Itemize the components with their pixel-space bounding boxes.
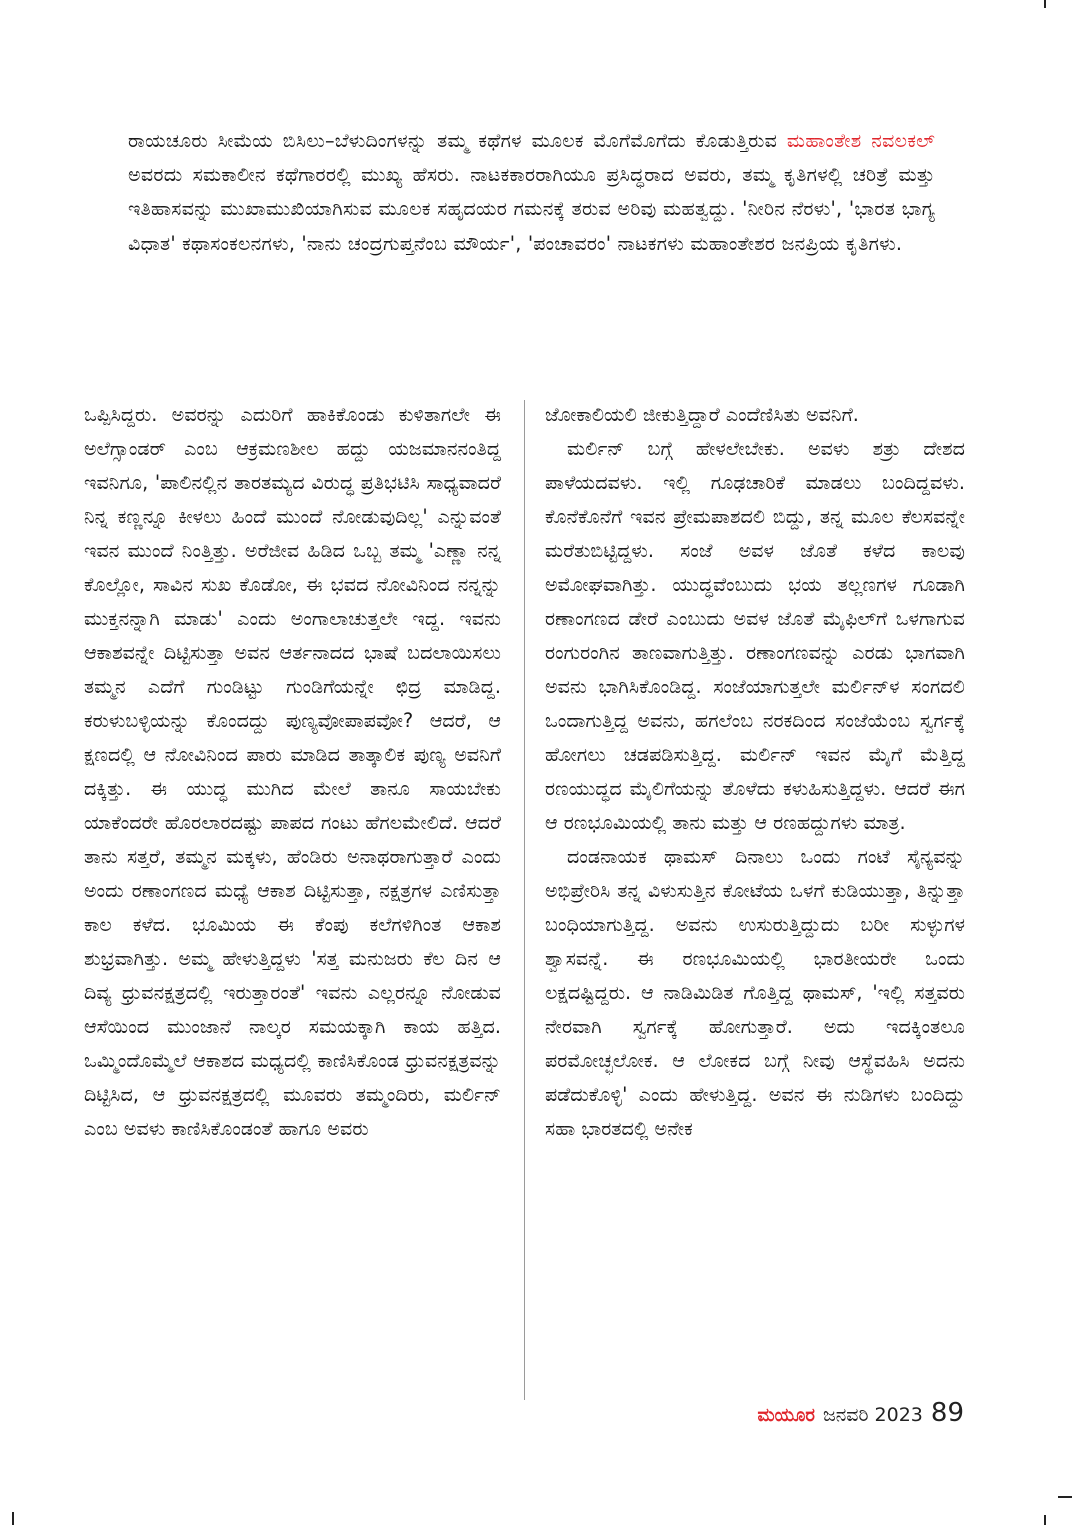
intro-text-end: ಅವರದು ಸಮಕಾಲೀನ ಕಥೆಗಾರರಲ್ಲಿ ಮುಖ್ಯ ಹೆಸರು. ನಾಟಕಕಾರರಾಗಿಯೂ ಪ್ರಸಿದ್ಧರಾದ ಅವರು, ತಮ್ಮ ಕೃತಿಗಳಲ್ಲಿ ಚರಿತ್ರೆ ಮತ್ತು ಇತಿಹಾಸವನ್ನು ಮುಖಾಮುಖಿಯಾಗಿಸುವ ಮೂಲಕ ಸಹೃದಯರ ಗಮನಕ್ಕೆ ತರುವ ಅರಿವು ಮಹತ್ವದ್ದು. 'ನೀರಿನ ನೆರಳು', 'ಭಾರತ ಭಾಗ್ಯ ವಿಧಾತ' ಕಥಾಸಂಕಲನಗಳು, 'ನಾನು ಚಂದ್ರಗುಪ್ತನೆಂಬ ಮೌರ್ಯ', 'ಪಂಚಾವರಂ' ನಾಟಕಗಳು ಮಹಾಂತೇಶರ ಜನಪ್ರಿಯ ಕೃತಿಗಳು. [128,163,935,255]
page-footer [758,1398,964,1428]
crop-mark-top-right [1044,0,1046,8]
author-introduction [128,124,935,261]
crop-mark-bottom-right [1044,1515,1046,1525]
intro-paragraph [128,124,935,261]
intro-text-start: ರಾಯಚೂರು ಸೀಮೆಯ ಬಿಸಿಲು–ಬೆಳುದಿಂಗಳನ್ನು ತಮ್ಮ ಕಥೆಗಳ ಮೂಲಕ ಮೊಗೆಮೊಗೆದು ಕೊಡುತ್ತಿರುವ [128,129,787,152]
crop-mark-left [12,1512,14,1525]
magazine-name: ಮಯೂರ [757,1405,815,1426]
issue-date: ಜನವರಿ 2023 [822,1404,923,1426]
crop-mark-right [1058,1496,1072,1498]
right-column-paragraph-1: ಮರ್ಲಿನ್ ಬಗ್ಗೆ ಹೇಳಲೇಬೇಕು. ಅವಳು ಶತ್ರು ದೇಶದ ಪಾಳೆಯದವಳು. ಇಲ್ಲಿ ಗೂಢಚಾರಿಕೆ ಮಾಡಲು ಬಂದಿದ್ದವಳು. ಕೊನೆಕೊನೆಗೆ ಇವನ ಪ್ರೇಮಪಾಶದಲಿ ಬಿದ್ದು, ತನ್ನ ಮೂಲ ಕೆಲಸವನ್ನೇ ಮರೆತುಬಿಟ್ಟಿದ್ದಳು. ಸಂಜೆ ಅವಳ ಜೊತೆ ಕಳೆದ ಕಾಲವು ಅಮೋಘವಾಗಿತ್ತು. ಯುದ್ಧವೆಂಬುದು ಭಯ ತಲ್ಲಣಗಳ ಗೂಡಾಗಿ ರಣಾಂಗಣದ ಡೇರೆ ಎಂಬುದು ಅವಳ ಜೊತೆ ಮೈಫಿಲ್‌ಗೆ ಒಳಗಾಗುವ ರಂಗುರಂಗಿನ ತಾಣವಾಗುತ್ತಿತ್ತು. ರಣಾಂಗಣವನ್ನು ಎರಡು ಭಾಗವಾಗಿ ಅವನು ಭಾಗಿಸಿಕೊಂಡಿದ್ದ. ಸಂಜೆಯಾಗುತ್ತಲೇ ಮರ್ಲಿನ್‌ಳ ಸಂಗದಲಿ ಒಂದಾಗುತ್ತಿದ್ದ ಅವನು, ಹಗಲೆಂಬ ನರಕದಿಂದ ಸಂಜೆಯೆಂಬ ಸ್ವರ್ಗಕ್ಕೆ ಹೋಗಲು ಚಡಪಡಿಸುತ್ತಿದ್ದ. ಮರ್ಲಿನ್ ಇವನ ಮೈಗೆ ಮೆತ್ತಿದ್ದ ರಣಯುದ್ಧದ ಮೈಲಿಗೆಯನ್ನು ತೊಳೆದು ಕಳುಹಿಸುತ್ತಿದ್ದಳು. ಆದರೆ ಈಗ ಆ ರಣಭೂಮಿಯಲ್ಲಿ ತಾನು ಮತ್ತು ಆ ರಣಹದ್ದುಗಳು ಮಾತ್ರ. [545,437,965,834]
right-column-first-line: ಜೋಕಾಲಿಯಲಿ ಜೀಕುತ್ತಿದ್ದಾರೆ ಎಂದೆಣಿಸಿತು ಅವನಿಗೆ. [545,403,859,426]
page-number: 89 [930,1398,964,1428]
author-name: ಮಹಾಂತೇಶ ನವಲಕಲ್ [786,129,935,152]
left-column [84,398,501,1146]
right-column [545,398,965,1146]
column-divider [524,400,525,1400]
right-column-paragraph-2: ದಂಡನಾಯಕ ಥಾಮಸ್ ದಿನಾಲು ಒಂದು ಗಂಟೆ ಸೈನ್ಯವನ್ನು ಅಭಿಪ್ರೇರಿಸಿ ತನ್ನ ವಿಳುಸುತ್ತಿನ ಕೋಟೆಯ ಒಳಗೆ ಕುಡಿಯುತ್ತಾ, ತಿನ್ನುತ್ತಾ ಬಂಧಿಯಾಗುತ್ತಿದ್ದ. ಅವನು ಉಸುರುತ್ತಿದ್ದುದು ಬರೀ ಸುಳ್ಳುಗಳ ಶ್ವಾಸವನ್ನೆ. ಈ ರಣಭೂಮಿಯಲ್ಲಿ ಭಾರತೀಯರೇ ಒಂದು ಲಕ್ಷದಷ್ಟಿದ್ದರು. ಆ ನಾಡಿಮಿಡಿತ ಗೊತ್ತಿದ್ದ ಥಾಮಸ್, 'ಇಲ್ಲಿ ಸತ್ತವರು ನೇರವಾಗಿ ಸ್ವರ್ಗಕ್ಕೆ ಹೋಗುತ್ತಾರೆ. ಅದು ಇದಕ್ಕಿಂತಲೂ ಪರಮೋಚ್ಛಲೋಕ. ಆ ಲೋಕದ ಬಗ್ಗೆ ನೀವು ಆಸ್ಥೆವಹಿಸಿ ಅದನು ಪಡೆದುಕೊಳ್ಳಿ' ಎಂದು ಹೇಳುತ್ತಿದ್ದ. ಅವನ ಈ ನುಡಿಗಳು ಬಂದಿದ್ದು ಸಹಾ ಭಾರತದಲ್ಲಿ ಅನೇಕ [545,845,965,1140]
left-column-text: ಒಪ್ಪಿಸಿದ್ದರು. ಅವರನ್ನು ಎದುರಿಗೆ ಹಾಕಿಕೊಂಡು ಕುಳಿತಾಗಲೇ ಈ ಅಲೆಗ್ಸಾಂಡರ್ ಎಂಬ ಆಕ್ರಮಣಶೀಲ ಹದ್ದು ಯಜಮಾನನಂತಿದ್ದ ಇವನಿಗೂ, 'ಪಾಲಿನಲ್ಲಿನ ತಾರತಮ್ಯದ ವಿರುದ್ಧ ಪ್ರತಿಭಟಿಸಿ ಸಾಧ್ಯವಾದರೆ ನಿನ್ನ ಕಣ್ಣನ್ನೂ ಕೀಳಲು ಹಿಂದೆ ಮುಂದೆ ನೋಡುವುದಿಲ್ಲ' ಎನ್ನುವಂತೆ ಇವನ ಮುಂದೆ ನಿಂತ್ತಿತ್ತು. ಅರೆಜೀವ ಹಿಡಿದ ಒಬ್ಬ ತಮ್ಮ 'ಎಣ್ಣಾ ನನ್ನ ಕೊಲ್ಲೋ, ಸಾವಿನ ಸುಖ ಕೊಡೋ, ಈ ಭವದ ನೋವಿನಿಂದ ನನ್ನನ್ನು ಮುಕ್ತನನ್ನಾಗಿ ಮಾಡು' ಎಂದು ಅಂಗಾಲಾಚುತ್ತಲೇ ಇದ್ದ. ಇವನು ಆಕಾಶವನ್ನೇ ದಿಟ್ಟಿಸುತ್ತಾ ಅವನ ಆರ್ತನಾದದ ಭಾಷೆ ಬದಲಾಯಿಸಲು ತಮ್ಮನ ಎದೆಗೆ ಗುಂಡಿಟ್ಟು ಗುಂಡಿಗೆಯನ್ನೇ ಛಿದ್ರ ಮಾಡಿದ್ದ. ಕರುಳುಬಳ್ಳಿಯನ್ನು ಕೊಂದದ್ದು ಪುಣ್ಯವೋಪಾಪವೋ? ಆದರೆ, ಆ ಕ್ಷಣದಲ್ಲಿ ಆ ನೋವಿನಿಂದ ಪಾರು ಮಾಡಿದ ತಾತ್ಕಾಲಿಕ ಪುಣ್ಯ ಅವನಿಗೆ ದಕ್ಕಿತ್ತು. ಈ ಯುದ್ಧ ಮುಗಿದ ಮೇಲೆ ತಾನೂ ಸಾಯಬೇಕು ಯಾಕೆಂದರೇ ಹೊರಲಾರದಷ್ಟು ಪಾಪದ ಗಂಟು ಹೆಗಲಮೇಲಿದೆ. ಆದರೆ ತಾನು ಸತ್ತರೆ, ತಮ್ಮನ ಮಕ್ಕಳು, ಹೆಂಡಿರು ಅನಾಥರಾಗುತ್ತಾರೆ ಎಂದು ಅಂದು ರಣಾಂಗಣದ ಮಧ್ಯೆ ಆಕಾಶ ದಿಟ್ಟಿಸುತ್ತಾ, ನಕ್ಷತ್ರಗಳ ಎಣಿಸುತ್ತಾ ಕಾಲ ಕಳೆದ. ಭೂಮಿಯ ಈ ಕೆಂಪು ಕಲೆಗಳಿಗಿಂತ ಆಕಾಶ ಶುಭ್ರವಾಗಿತ್ತು. ಅಮ್ಮ ಹೇಳುತ್ತಿದ್ದಳು 'ಸತ್ತ ಮನುಜರು ಕೆಲ ದಿನ ಆ ದಿವ್ಯ ಧ್ರುವನಕ್ಷತ್ರದಲ್ಲಿ ಇರುತ್ತಾರಂತೆ' ಇವನು ಎಲ್ಲರನ್ನೂ ನೋಡುವ ಆಸೆಯಿಂದ ಮುಂಜಾನೆ ನಾಲ್ಕರ ಸಮಯಕ್ಕಾಗಿ ಕಾಯ ಹತ್ತಿದ. ಒಮ್ಮಿಂದೊಮ್ಮೆಲೆ ಆಕಾಶದ ಮಧ್ಯದಲ್ಲಿ ಕಾಣಿಸಿಕೊಂಡ ಧ್ರುವನಕ್ಷತ್ರವನ್ನು ದಿಟ್ಟಿಸಿದ, ಆ ಧ್ರುವನಕ್ಷತ್ರದಲ್ಲಿ ಮೂವರು ತಮ್ಮಂದಿರು, ಮರ್ಲಿನ್ ಎಂಬ ಅವಳು ಕಾಣಿಸಿಕೊಂಡಂತೆ ಹಾಗೂ ಅವರು [84,403,501,1140]
